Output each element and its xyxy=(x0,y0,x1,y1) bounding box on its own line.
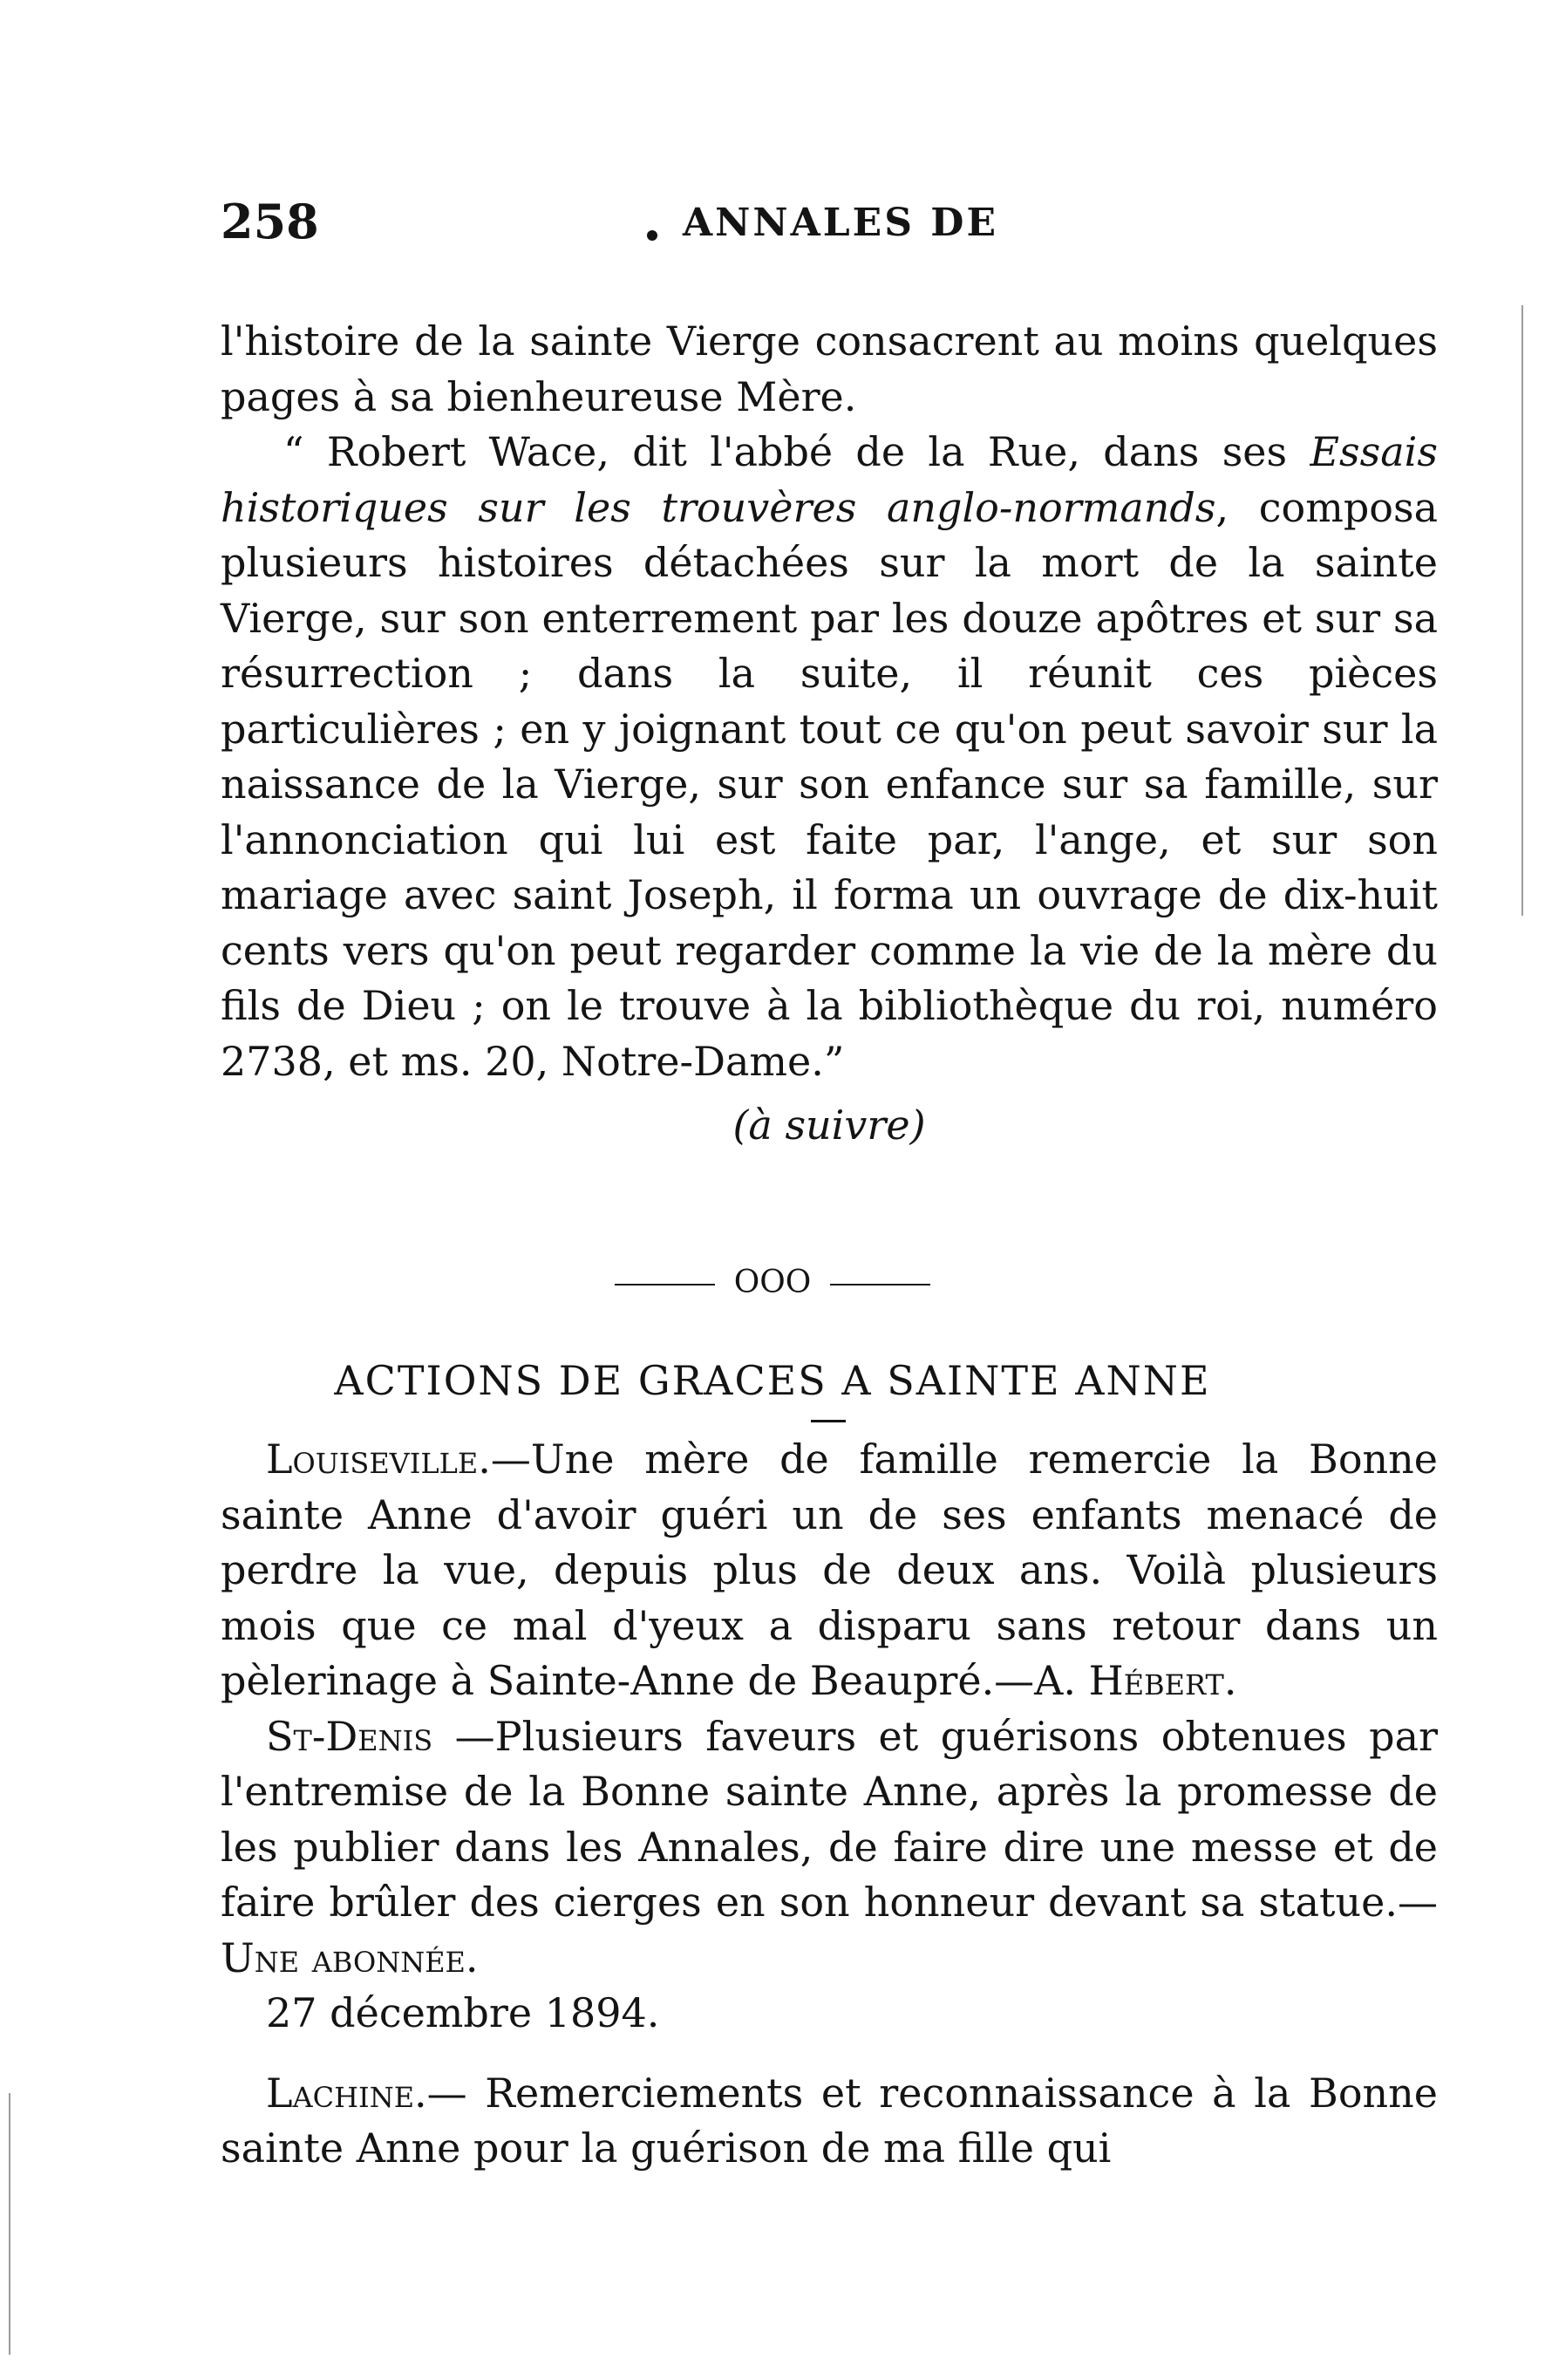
quotation-text: , composa plusieurs histoires détachées sur la mort de la sainte Vierge, sur son enterrement par les douze apôtres et sur sa résurrection ; dans la suite, il réunit ces pièces particulières ; en y joignant tout ce qu'on peut savoir sur la naissance de la Vierge, sur son enfance sur sa famille, sur l'annonciation qui lui est faite par, l'ange, et sur son mariage avec saint Joseph, il forma un ouvrage de dix-huit cents vers qu'on peut regarder comme la vie de la mère du fils de Dieu ; on le trouve à la bibliothèque du roi, numéro 2738, et ms. 20, Notre-Dame.” xyxy=(221,483,1439,1085)
entry xyxy=(221,1432,1438,1709)
entry-place: Louiseville. xyxy=(266,1436,491,1483)
thanksgiving-entries xyxy=(221,1432,1438,2177)
quotation-text: “ Robert Wace, dit l'abbé de la Rue, dans ses xyxy=(283,428,1310,475)
entry xyxy=(221,1709,1438,1987)
section-separator xyxy=(0,1265,1545,1300)
page-header xyxy=(221,194,1441,255)
to-be-continued: (à suivre) xyxy=(732,1101,926,1149)
quotation-paragraph xyxy=(221,425,1438,1089)
margin-rule xyxy=(9,2093,10,2355)
bullet-dot xyxy=(647,230,657,241)
book-title: Essais historiques sur les trouvères anglo-normands xyxy=(221,428,1438,531)
entry-text: —Plusieurs faveurs et guérisons obtenues par l'entremise de la Bonne sainte Anne, après la promesse de les publier dans les Annales, de faire dire une messe et de faire brûler des cierges en son honneur devant sa statue.— xyxy=(221,1712,1438,1926)
entry-text: —Une mère de famille remercie la Bonne sainte Anne d'avoir guéri un de ses enfants menacé de perdre la vue, depuis plus de deux ans. Voilà plusieurs mois que ce mal d'yeux a disparu sans retour dans un pèlerinage à Sainte-Anne de Beaupré.—A. xyxy=(221,1436,1438,1704)
entry-place: St-Denis xyxy=(266,1712,433,1760)
entry-signature: Hébert. xyxy=(1088,1657,1237,1704)
page-number: 258 xyxy=(221,194,319,249)
separator-line xyxy=(615,1284,715,1285)
entry-place: Lachine. xyxy=(266,2069,427,2117)
entry-text: — Remerciements et reconnaissance à la Bonne sainte Anne pour la guérison de ma fille qui xyxy=(221,2069,1438,2172)
date-text: 27 décembre 1894. xyxy=(266,1989,660,2036)
paragraph-text: l'histoire de la sainte Vierge consacrent au moins quelques pages à sa bienheureuse Mère. xyxy=(221,317,1438,420)
margin-rule xyxy=(1521,305,1523,916)
running-head: ANNALES DE xyxy=(683,201,998,245)
article-continuation xyxy=(221,314,1438,1154)
paragraph xyxy=(221,314,1438,425)
section-title: ACTIONS DE GRACES A SAINTE ANNE xyxy=(334,1357,1211,1404)
entry-date xyxy=(221,1986,1438,2042)
title-rule xyxy=(811,1420,846,1422)
entry xyxy=(221,2066,1438,2177)
separator-text: OOO xyxy=(733,1265,812,1300)
spacer xyxy=(221,2042,1438,2066)
entry-signature: Une abonnée. xyxy=(221,1933,479,1981)
separator-line xyxy=(830,1284,930,1285)
